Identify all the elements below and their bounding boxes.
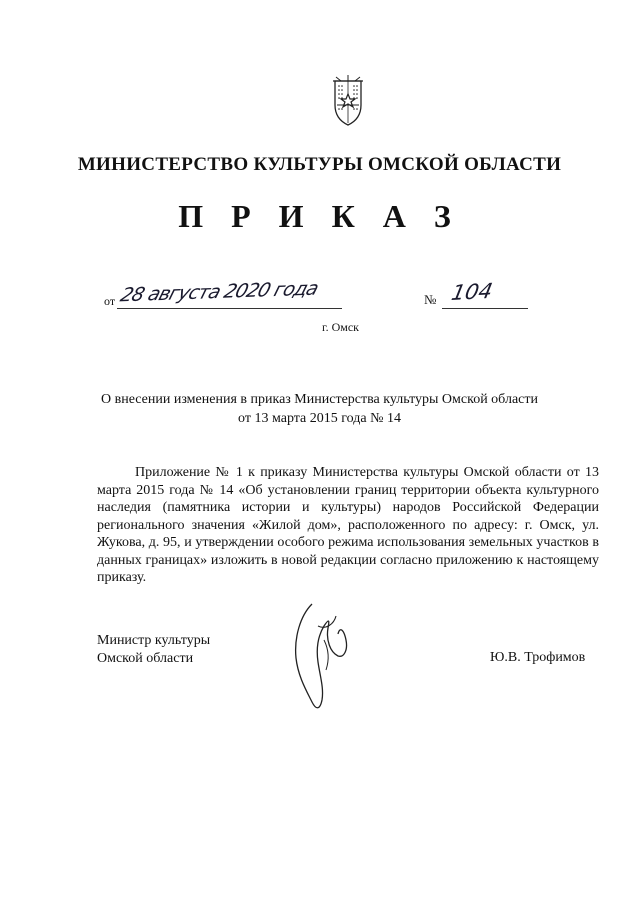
handwritten-signature-icon <box>282 596 362 716</box>
subject-line-2: от 13 марта 2015 года № 14 <box>238 411 401 426</box>
handwritten-number: 104 <box>449 278 495 306</box>
ministry-name: МИНИСТЕРСТВО КУЛЬТУРЫ ОМСКОЙ ОБЛАСТИ <box>77 154 562 175</box>
city-label: г. Омск <box>322 320 359 334</box>
number-underline <box>442 308 528 309</box>
date-prefix: от <box>104 294 116 308</box>
handwritten-date: 28 августа 2020 года <box>117 277 321 307</box>
number-prefix: № <box>424 292 437 307</box>
signer-title-line-1: Министр культуры <box>97 633 211 648</box>
date-underline <box>117 308 342 309</box>
document-type-title: П Р И К А З <box>178 198 461 234</box>
body-paragraph: Приложение № 1 к приказу Министерства культуры Омской области от 13 марта 2015 года № 14 «Об установлении границ территории объекта культурного наследия (памятника истории и культуры) народов Российской Федерации регионального значения «Жилой дом», расположенного по адресу: г. Омск, ул. Жукова, д. 95, и утверждении особого режима использования земельных участков в данных границах» изложить в новой редакции согласно приложению к настоящему приказу. <box>97 465 599 585</box>
signer-title-line-2: Омской области <box>97 651 194 666</box>
omsk-coat-of-arms-icon <box>331 75 365 127</box>
order-body <box>97 464 599 587</box>
order-subject <box>60 390 579 428</box>
signer-title <box>97 632 210 668</box>
signer-name: Ю.В. Трофимов <box>490 650 586 665</box>
subject-line-1: О внесении изменения в приказ Министерства культуры Омской области <box>101 392 538 407</box>
